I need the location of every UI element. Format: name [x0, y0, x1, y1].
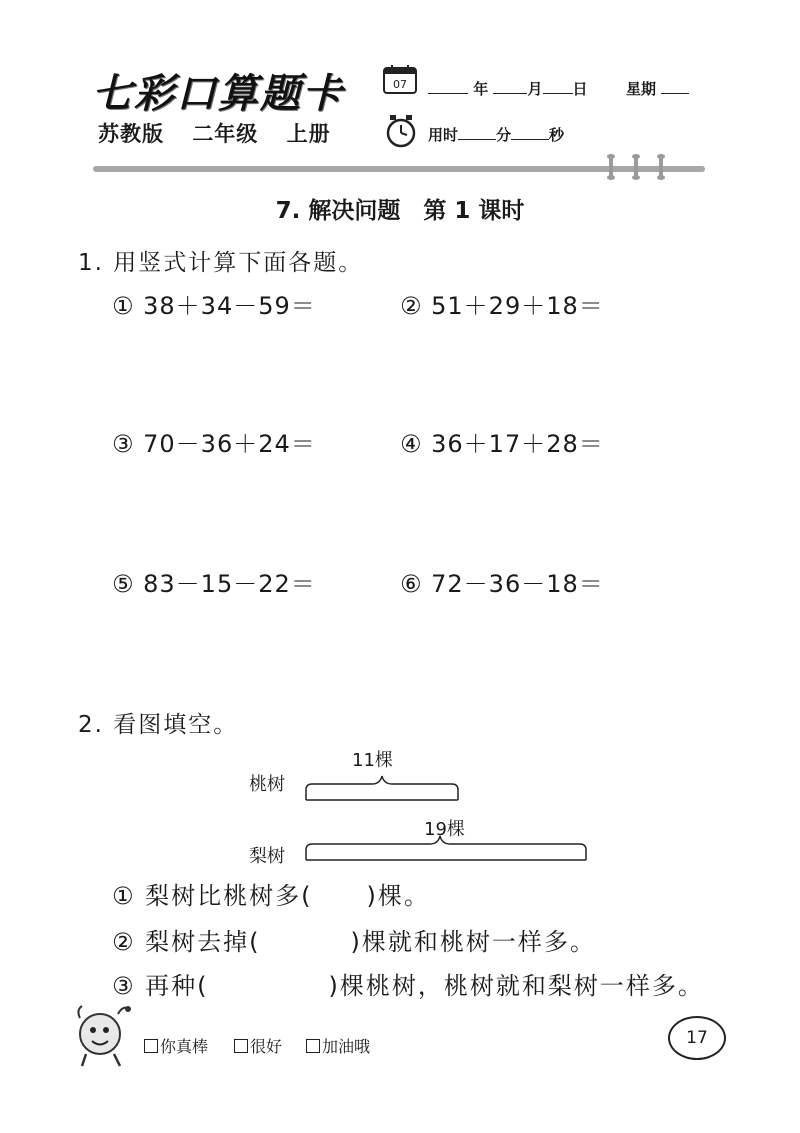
year-label: 年 — [473, 80, 489, 98]
date-fields — [428, 78, 689, 99]
rating-keep-going-label: 加油哦 — [322, 1037, 371, 1056]
rating-excellent[interactable] — [144, 1034, 208, 1057]
rating-keep-going[interactable] — [306, 1034, 370, 1057]
edition: 苏教版 — [98, 122, 164, 146]
checkbox-icon[interactable] — [306, 1039, 320, 1053]
seconds-label: 秒 — [549, 126, 565, 144]
rating-excellent-label: 你真棒 — [160, 1037, 209, 1056]
binder-ring — [659, 156, 663, 178]
header-divider — [93, 166, 705, 172]
page-number: 17 — [668, 1016, 726, 1060]
fill-item-1-suffix: )棵。 — [366, 882, 430, 910]
q2-heading: 2. 看图填空。 — [78, 712, 239, 738]
day-blank[interactable] — [543, 79, 573, 94]
fill-item-2-text: ② 梨树去掉( — [112, 928, 261, 956]
checkbox-icon[interactable] — [234, 1039, 248, 1053]
problem-4: ④ 36＋17＋28＝ — [400, 430, 604, 458]
pear-brace — [306, 836, 586, 860]
time-fields — [428, 124, 564, 145]
minutes-label: 分 — [496, 126, 512, 144]
fill-item-3-suffix: )棵桃树，桃树就和梨树一样多。 — [328, 972, 704, 1000]
brand-title: 七彩口算题卡 — [92, 71, 344, 117]
pear-tree-label: 梨树 — [249, 846, 285, 867]
minutes-blank[interactable] — [458, 125, 496, 140]
seconds-blank[interactable] — [511, 125, 549, 140]
problem-6: ⑥ 72－36－18＝ — [400, 570, 604, 598]
clock-icon — [384, 114, 418, 148]
fill-item-3 — [112, 966, 704, 1001]
peach-tree-label: 桃树 — [249, 774, 285, 795]
fill-item-1 — [112, 876, 430, 911]
fill-item-2-suffix: )棵就和桃树一样多。 — [350, 928, 596, 956]
day-label: 日 — [572, 80, 588, 98]
month-blank[interactable] — [493, 79, 527, 94]
weekday-blank[interactable] — [661, 79, 689, 94]
calendar-icon — [382, 65, 418, 95]
pear-count-label: 19棵 — [424, 819, 465, 840]
volume: 上册 — [286, 122, 331, 146]
rating-good[interactable] — [234, 1034, 282, 1057]
q1-heading: 1. 用竖式计算下面各题。 — [78, 250, 364, 276]
month-label: 月 — [527, 80, 543, 98]
fill-item-2 — [112, 922, 596, 957]
binder-ring — [609, 156, 613, 178]
peach-count-label: 11棵 — [352, 750, 393, 771]
problem-3: ③ 70－36＋24＝ — [112, 430, 316, 458]
problem-5: ⑤ 83－15－22＝ — [112, 570, 316, 598]
time-used-label: 用时 — [428, 126, 459, 144]
problem-2: ② 51＋29＋18＝ — [400, 292, 604, 320]
fill-item-3-text: ③ 再种( — [112, 972, 209, 1000]
problem-1: ① 38＋34－59＝ — [112, 292, 316, 320]
mascot-icon — [72, 1000, 134, 1070]
year-blank[interactable] — [428, 79, 468, 94]
comparison-diagram — [300, 760, 600, 870]
binder-ring — [634, 156, 638, 178]
weekday-label: 星期 — [625, 80, 656, 98]
checkbox-icon[interactable] — [144, 1039, 158, 1053]
fill-item-1-text: ① 梨树比桃树多( — [112, 882, 313, 910]
edition-info — [98, 118, 351, 148]
calendar-day: 07 — [393, 78, 407, 91]
grade: 二年级 — [192, 122, 259, 146]
lesson-title: 7. 解决问题 第 1 课时 — [275, 198, 525, 224]
rating-good-label: 很好 — [250, 1037, 283, 1056]
peach-brace — [306, 776, 458, 800]
